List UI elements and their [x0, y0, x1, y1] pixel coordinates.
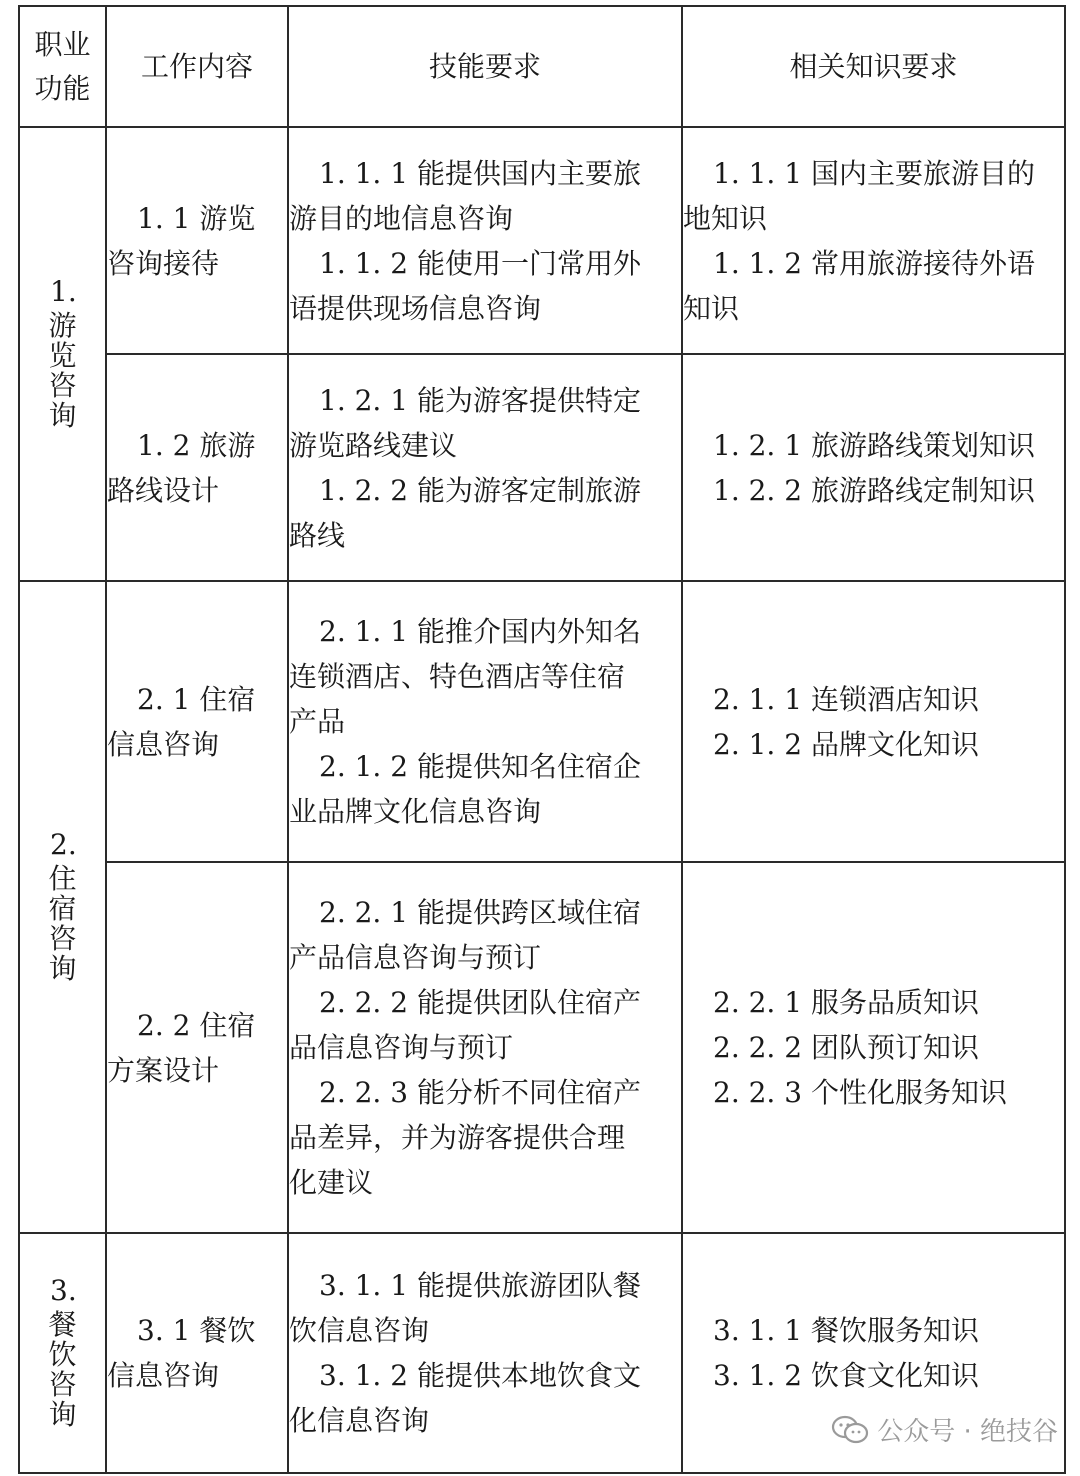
knowledge-line: 1. 2. 2 旅游路线定制知识: [713, 473, 1035, 507]
skill-line: 1. 2. 1 能为游客提供特定: [319, 383, 641, 417]
content-text: 咨询接待: [107, 246, 220, 280]
knowledge-line: 1. 1. 2 常用旅游接待外语: [713, 246, 1035, 280]
header-knowledge: 相关知识要求: [682, 6, 1065, 127]
skill-line: 1. 1. 1 能提供国内主要旅: [319, 156, 641, 190]
skills-cell: [288, 862, 682, 1233]
skill-line: 品差异，并为游客提供合理: [289, 1121, 626, 1154]
knowledge-cell: [682, 354, 1065, 581]
skill-line: 品信息咨询与预订: [289, 1031, 514, 1064]
skills-cell: [288, 581, 682, 862]
content-cell: [106, 1233, 288, 1473]
knowledge-line: 1. 1. 1 国内主要旅游目的: [713, 156, 1035, 190]
skill-line: 业品牌文化信息咨询: [289, 795, 542, 828]
content-text: 信息咨询: [107, 727, 220, 761]
knowledge-line: 3. 1. 2 饮食文化知识: [713, 1359, 979, 1392]
function-cell: [19, 127, 106, 581]
function-char: 询: [48, 1398, 77, 1431]
header-function: [19, 6, 106, 127]
function-char: 餐: [48, 1308, 77, 1341]
content-number: 2. 1 住宿: [137, 682, 256, 716]
function-char: 咨: [48, 922, 77, 955]
skills-cell: [288, 1233, 682, 1473]
content-number: 1. 2 旅游: [137, 428, 256, 462]
watermark: [831, 1411, 1058, 1448]
skill-line: 产品信息咨询与预订: [289, 941, 542, 974]
knowledge-cell: [682, 862, 1065, 1233]
function-char: 询: [48, 399, 77, 432]
content-text: 信息咨询: [107, 1359, 220, 1392]
header-function-line2: 功能: [34, 71, 91, 105]
skill-line: 2. 1. 1 能推介国内外知名: [319, 615, 641, 648]
content-text: 方案设计: [107, 1053, 220, 1087]
function-char: 住: [48, 862, 77, 895]
knowledge-cell: [682, 581, 1065, 862]
skill-line: 连锁酒店、特色酒店等住宿: [289, 660, 626, 693]
function-cell: [19, 581, 106, 1233]
function-char: 览: [48, 339, 77, 372]
table-row: [19, 581, 1065, 862]
function-number: 1.: [50, 275, 77, 308]
skill-line: 3. 1. 2 能提供本地饮食文: [319, 1359, 641, 1392]
skill-line: 化信息咨询: [289, 1404, 430, 1437]
knowledge-line: 知识: [683, 291, 740, 325]
skill-line: 化建议: [289, 1166, 374, 1199]
knowledge-line: 3. 1. 1 餐饮服务知识: [713, 1314, 979, 1347]
skill-line: 1. 2. 2 能为游客定制旅游: [319, 473, 641, 507]
content-cell: [106, 127, 288, 354]
skill-line: 2. 2. 1 能提供跨区域住宿: [319, 896, 641, 929]
skill-line: 2. 1. 2 能提供知名住宿企: [319, 750, 641, 783]
knowledge-line: 地知识: [683, 201, 768, 235]
function-char: 咨: [48, 1368, 77, 1401]
skill-line: 1. 1. 2 能使用一门常用外: [319, 246, 641, 280]
function-char: 咨: [48, 369, 77, 402]
table-row: [19, 862, 1065, 1233]
knowledge-cell: [682, 127, 1065, 354]
skill-line: 2. 2. 2 能提供团队住宿产: [319, 986, 641, 1019]
content-number: 3. 1 餐饮: [137, 1314, 256, 1347]
wechat-icon: [831, 1415, 869, 1445]
skill-line: 饮信息咨询: [289, 1314, 430, 1347]
skills-cell: [288, 354, 682, 581]
skill-line: 游览路线建议: [289, 428, 458, 462]
function-char: 询: [48, 952, 77, 985]
header-skills: 技能要求: [288, 6, 682, 127]
header-row: [19, 6, 1065, 127]
skills-cell: [288, 127, 682, 354]
function-cell: [19, 1233, 106, 1473]
skill-line: 2. 2. 3 能分析不同住宿产: [319, 1076, 641, 1109]
knowledge-line: 2. 2. 1 服务品质知识: [713, 986, 979, 1019]
knowledge-line: 1. 2. 1 旅游路线策划知识: [713, 428, 1035, 462]
skill-line: 语提供现场信息咨询: [289, 291, 542, 325]
table-row: [19, 127, 1065, 354]
skill-line: 3. 1. 1 能提供旅游团队餐: [319, 1269, 641, 1302]
header-function-line1: 职业: [34, 27, 91, 61]
header-content: 工作内容: [106, 6, 288, 127]
knowledge-line: 2. 1. 2 品牌文化知识: [713, 727, 979, 761]
skill-line: 产品: [289, 705, 346, 738]
knowledge-line: 2. 1. 1 连锁酒店知识: [713, 682, 979, 716]
function-char: 游: [48, 309, 77, 342]
skill-line: 游目的地信息咨询: [289, 201, 514, 235]
table-row: [19, 354, 1065, 581]
content-cell: [106, 862, 288, 1233]
content-number: 1. 1 游览: [137, 201, 256, 235]
skill-line: 路线: [289, 518, 346, 552]
function-number: 2.: [50, 828, 77, 861]
content-number: 2. 2 住宿: [137, 1008, 256, 1042]
function-char: 饮: [48, 1338, 77, 1371]
content-cell: [106, 581, 288, 862]
watermark-text: 公众号 · 绝技谷: [877, 1417, 1058, 1447]
function-char: 宿: [48, 892, 77, 925]
content-cell: [106, 354, 288, 581]
knowledge-line: 2. 2. 3 个性化服务知识: [713, 1076, 1007, 1109]
standards-table: [18, 5, 1066, 1474]
knowledge-line: 2. 2. 2 团队预订知识: [713, 1031, 979, 1064]
content-text: 路线设计: [107, 473, 220, 507]
function-number: 3.: [50, 1274, 77, 1307]
